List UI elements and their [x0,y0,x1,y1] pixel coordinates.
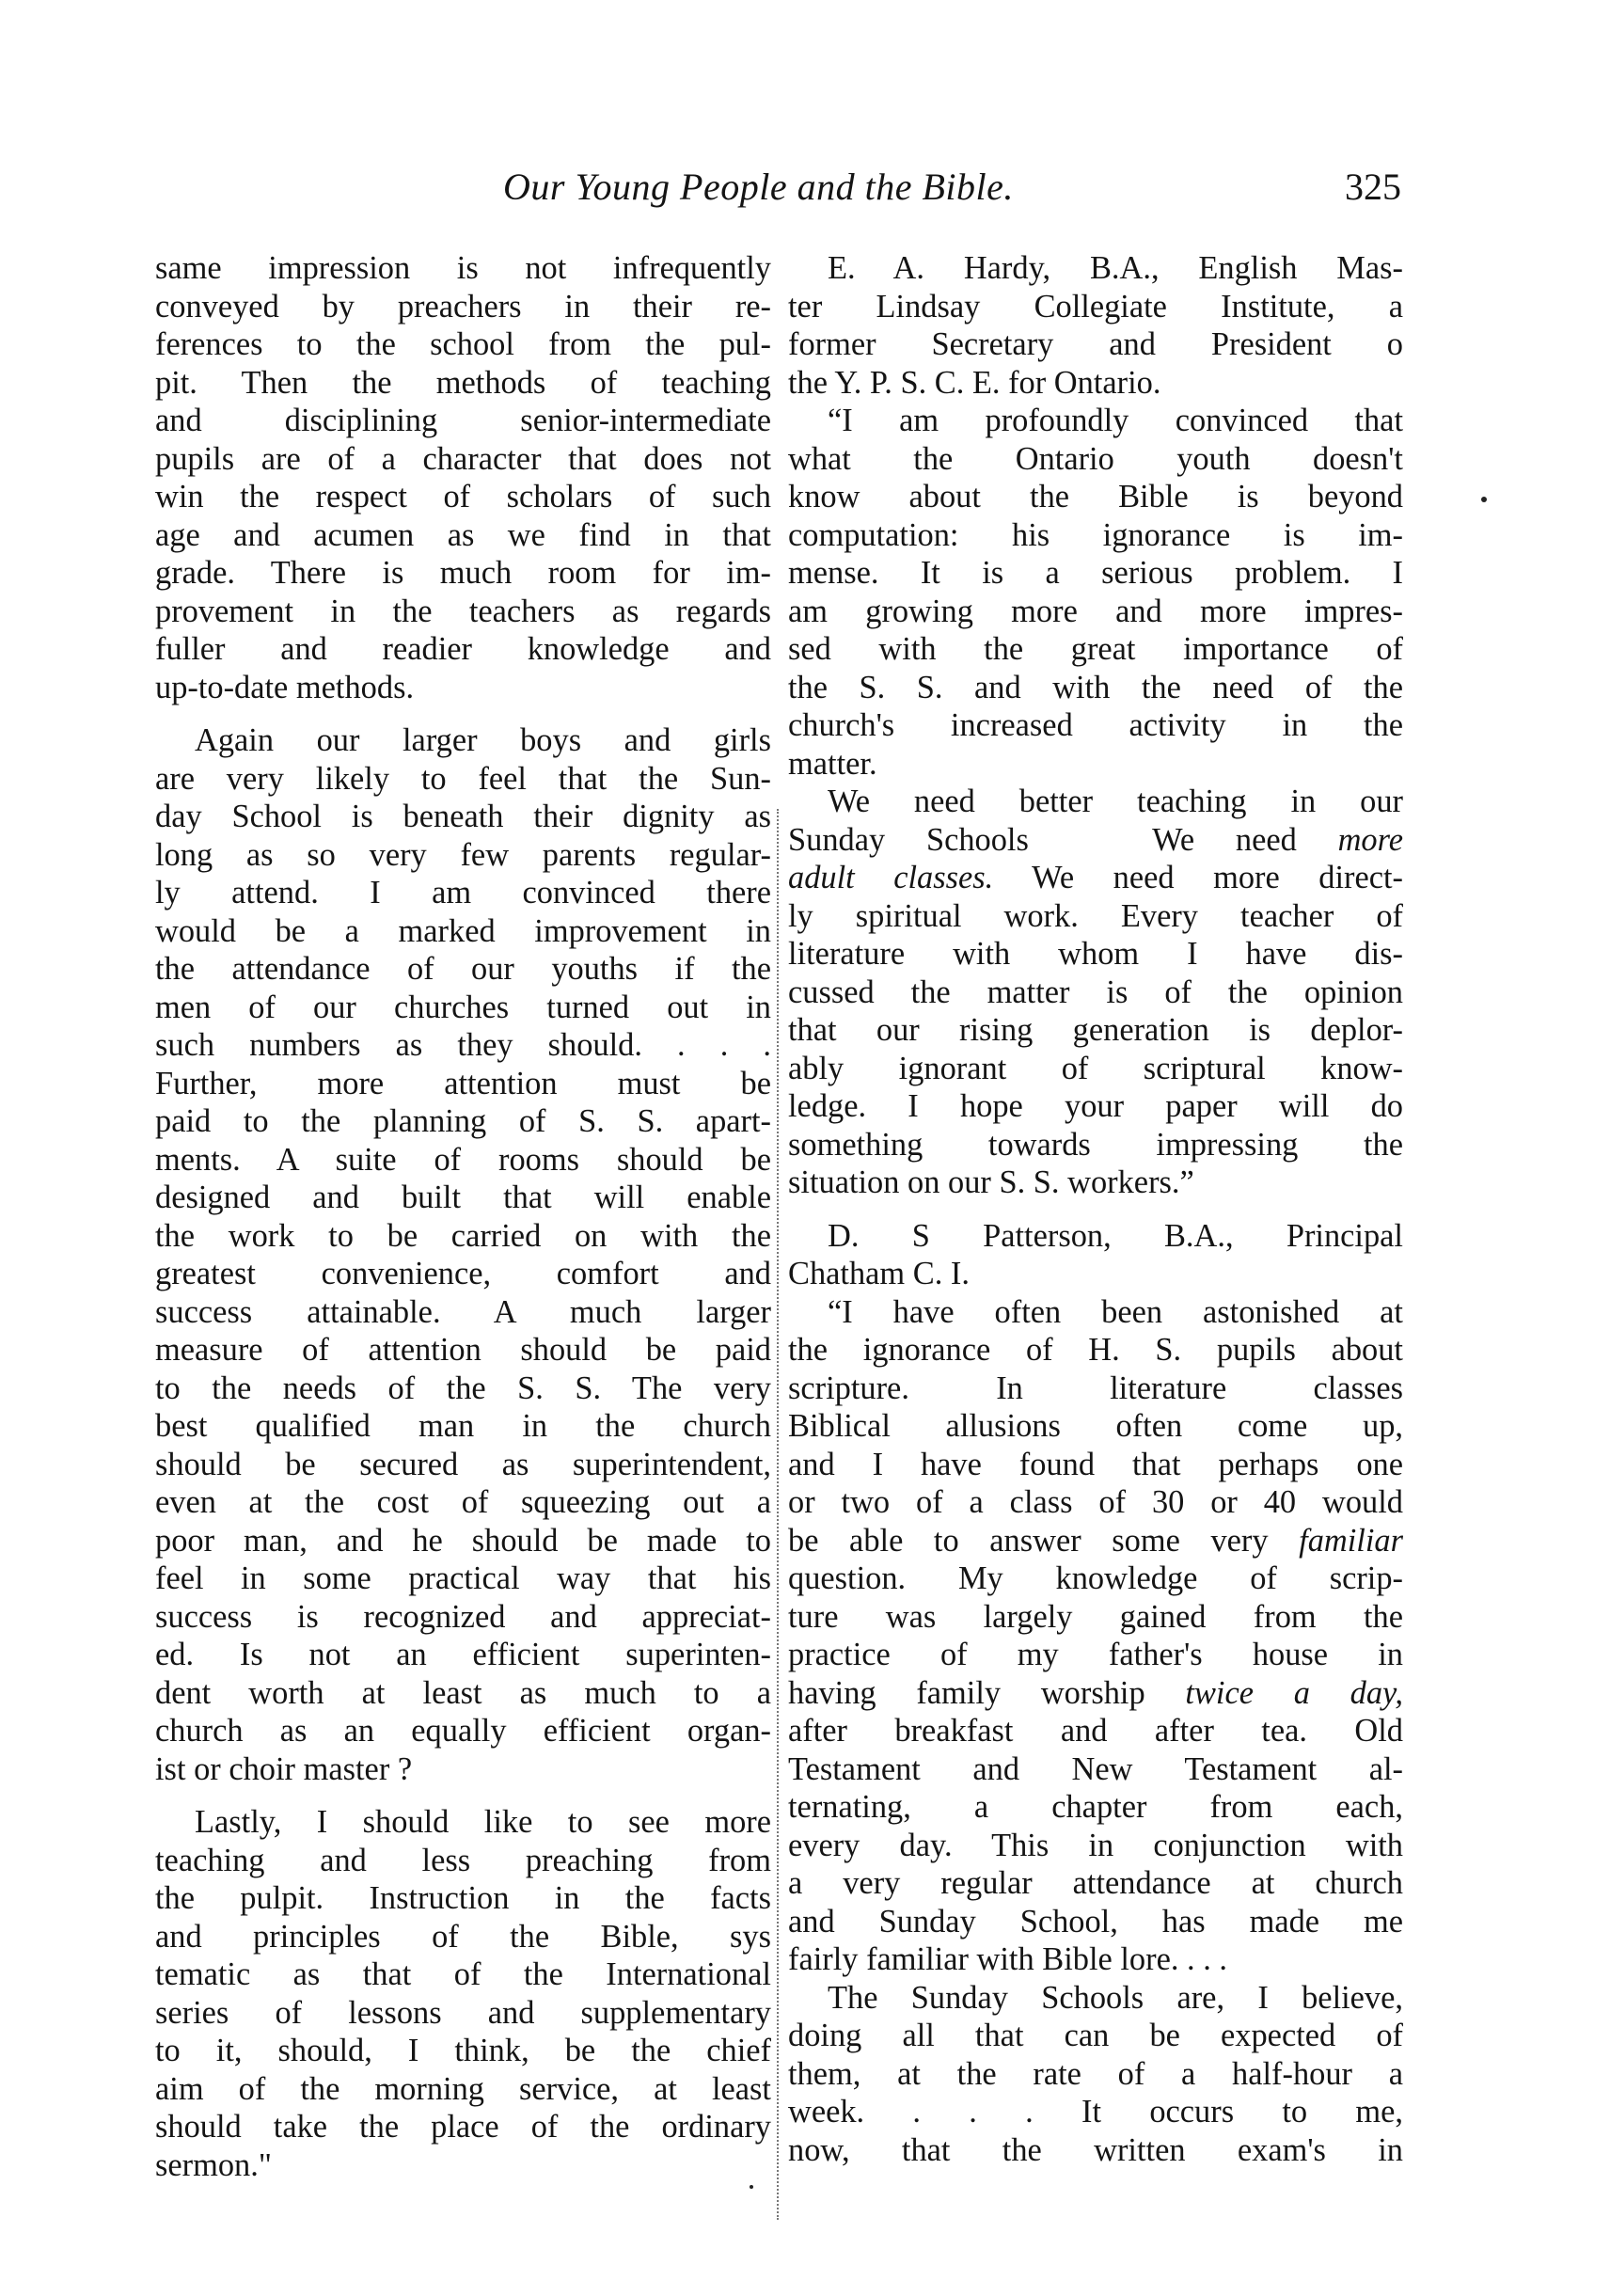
text-line: mense. It is a serious problem. I [788,555,1403,591]
text-line: E. A. Hardy, B.A., English Mas- [828,250,1403,286]
text-line: every day. This in conjunction with [788,1827,1403,1863]
text-line: should be secured as superintendent, [155,1446,771,1482]
text-line: measure of attention should be paid [155,1332,771,1368]
text-line: greatest convenience, comfort and [155,1256,771,1291]
text-line: the attendance of our youths if the [155,951,771,987]
text-line: doing all that can be expected of [788,2018,1403,2053]
text-line: designed and built that will enable [155,1180,771,1215]
text-line: even at the cost of squeezing out a [155,1484,771,1520]
text-line: teaching and less preaching from [155,1842,771,1878]
text-line: series of lessons and supplementary [155,1994,771,2031]
text-line: success is recognized and appreciat- [155,1598,771,1635]
italic-text: adult classes. [788,860,994,895]
right-column [788,249,1403,2169]
text-line: that our rising generation is deplor- [788,1012,1403,1048]
text-line: ledge. I hope your paper will do [788,1088,1403,1124]
text-line: practice of my father's house in [788,1637,1403,1672]
text-line: church as an equally efficient organ- [155,1713,771,1749]
text-line: and Sunday School, has made me [788,1903,1403,1940]
text-line: feel in some practical way that his [155,1560,771,1596]
text-line: Sunday Schools We need more [788,821,1403,858]
text-line: to the needs of the S. S. The very [155,1370,771,1406]
text-line: Again our larger boys and girls [195,722,771,758]
text-line: tematic as that of the International [155,1956,771,1992]
text-line: be able to answer some very familiar [788,1522,1403,1559]
text-line: “I am profoundly convinced that [828,403,1403,438]
text-line: ly spiritual work. Every teacher of [788,897,1403,934]
text-line: would be a marked improvement in [155,912,771,949]
text-line: literature with whom I have dis- [788,936,1403,972]
text-line: scripture. In literature classes [788,1370,1403,1406]
text-line: Testament and New Testament al- [788,1750,1403,1787]
text-line: after breakfast and after tea. Old [788,1713,1403,1749]
text-line: and principles of the Bible, sys [155,1918,771,1955]
text-line: aim of the morning service, at least [155,2070,771,2107]
text-line: ist or choir master ? [155,1750,413,1787]
text-line: Further, more attention must be [155,1065,771,1101]
text-line: and I have found that perhaps one [788,1446,1403,1482]
text-line: the Y. P. S. C. E. for Ontario. [788,364,1161,401]
italic-text: more [1337,821,1403,858]
text-line: Biblical allusions often come up, [788,1408,1403,1444]
text-line: poor man, and he should be made to [155,1522,771,1559]
text-line: men of our churches turned out in [155,989,771,1025]
text-line: Chatham C. I. [788,1256,970,1291]
text-line: sermon." [155,2146,272,2183]
ink-speck [750,2185,753,2189]
text-line: pupils are of a character that does not [155,440,771,477]
text-line: long as so very few parents regular- [155,836,771,873]
text-line: or two of a class of 30 or 40 would [788,1484,1403,1520]
text-line: ably ignorant of scriptural know- [788,1050,1403,1086]
text-line: fuller and readier knowledge and [155,631,771,667]
text-line: the ignorance of H. S. pupils about [788,1332,1403,1368]
text-line: such numbers as they should. . . . [155,1027,771,1063]
text-line: ternating, a chapter from each, [788,1789,1403,1825]
page-number: 325 [1345,166,1401,208]
text-line: know about the Bible is beyond [788,479,1403,515]
text-line: pit. Then the methods of teaching [155,364,771,401]
text-line: ed. Is not an efficient superinten- [155,1637,771,1672]
text-line: age and acumen as we find in that [155,516,771,553]
ink-speck [1481,497,1487,502]
text-line: are very likely to feel that the Sun- [155,760,771,797]
running-head: Our Young People and the Bible. [503,166,1014,208]
page-header [160,165,1401,221]
text-line: what the Ontario youth doesn't [788,440,1403,477]
text-line: former Secretary and President o [788,326,1403,362]
text-line: conveyed by preachers in their re- [155,288,771,325]
text-line: situation on our S. S. workers.” [788,1164,1194,1200]
left-column [155,249,771,2184]
text-line: matter. [788,745,877,782]
text-line: ture was largely gained from the [788,1598,1403,1635]
italic-text: familiar [1299,1522,1403,1559]
text-line: grade. There is much room for im- [155,555,771,591]
column-divider [777,809,779,2220]
text-line: paid to the planning of S. S. apart- [155,1103,771,1139]
text-line: computation: his ignorance is im- [788,516,1403,553]
text-line: Lastly, I should like to see more [195,1804,771,1840]
text-line: to it, should, I think, be the chief [155,2033,771,2068]
text-line: best qualified man in the church [155,1408,771,1444]
text-line: fairly familiar with Bible lore. . . . [788,1941,1228,1977]
text-line: and disciplining senior-intermediate [155,403,771,438]
text-line: ments. A suite of rooms should be [155,1141,771,1178]
text-line: should take the place of the ordinary [155,2109,771,2145]
text-line: the S. S. and with the need of the [788,669,1403,705]
text-line: win the respect of scholars of such [155,479,771,515]
text-line: week. . . . It occurs to me, [788,2094,1403,2130]
text-line: a very regular attendance at church [788,1865,1403,1901]
text-line: ter Lindsay Collegiate Institute, a [788,288,1403,325]
text-line: up-to-date methods. [155,669,415,705]
text-line: ly attend. I am convinced there [155,875,771,910]
text-line: adult classes. We need more direct- [788,860,1403,895]
text-line: the pulpit. Instruction in the facts [155,1880,771,1916]
text-line: We need better teaching in our [828,784,1403,819]
text-line: day School is beneath their dignity as [155,799,771,834]
text-line: the work to be carried on with the [155,1217,771,1254]
text-line: provement in the teachers as regards [155,593,771,629]
text-line: question. My knowledge of scrip- [788,1560,1403,1596]
text-line: “I have often been astonished at [828,1293,1403,1330]
text-line: cussed the matter is of the opinion [788,974,1403,1010]
text-line: am growing more and more impres- [788,593,1403,629]
italic-text: twice a day, [1185,1674,1403,1711]
text-line: now, that the written exam's in [788,2131,1403,2168]
text-line: same impression is not infrequently [155,250,771,286]
text-line: success attainable. A much larger [155,1293,771,1330]
text-line: D. S Patterson, B.A., Principal [828,1217,1403,1254]
text-line: church's increased activity in the [788,707,1403,743]
text-line: having family worship twice a day, [788,1674,1403,1711]
text-line: them, at the rate of a half-hour a [788,2055,1403,2092]
text-line: dent worth at least as much to a [155,1674,771,1711]
text-line: something towards impressing the [788,1126,1403,1163]
text-line: The Sunday Schools are, I believe, [828,1979,1403,2016]
text-line: ferences to the school from the pul- [155,326,771,362]
text-line: sed with the great importance of [788,631,1403,667]
